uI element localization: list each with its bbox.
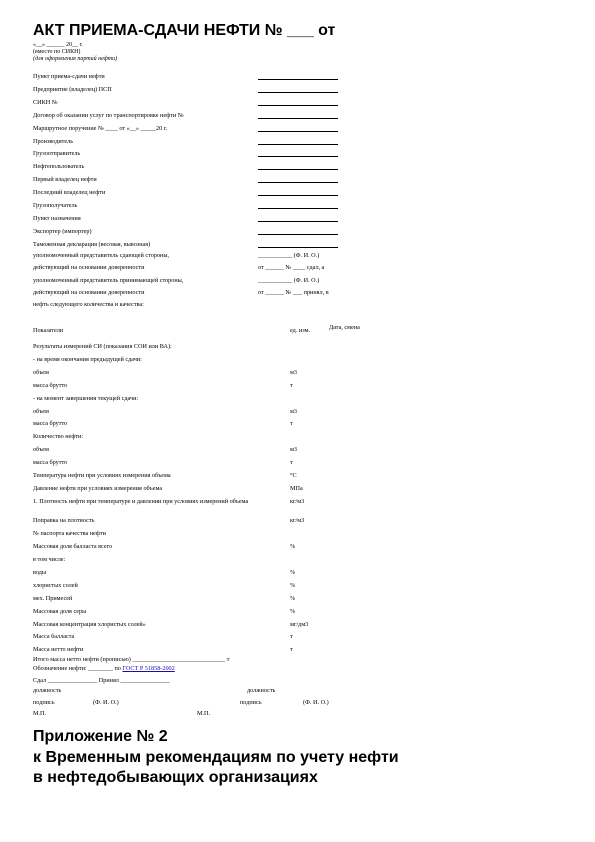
header-unit: ед. изм. xyxy=(290,327,311,334)
indicator-unit: т xyxy=(290,646,293,654)
field-fill-line[interactable] xyxy=(258,105,338,106)
field-fill-line[interactable] xyxy=(258,247,338,248)
fio-left: (Ф. И. О.) xyxy=(93,699,119,706)
indicator-label: Массовая доля серы xyxy=(33,607,87,615)
field-label: Экспортер (импортер) xyxy=(33,227,92,235)
field-fill-line[interactable] xyxy=(258,169,338,170)
rep-line-3-right: ___________ (Ф. И. О.) xyxy=(258,277,320,284)
signature-left: подпись xyxy=(33,699,55,706)
indicator-label: - на момент завершения текущей сдачи: xyxy=(33,394,139,402)
indicator-label: Результаты измерений СИ (показания СОИ или ВА): xyxy=(33,343,172,350)
field-label: Грузополучатель xyxy=(33,202,78,209)
indicator-unit: м3 xyxy=(290,407,298,415)
appendix-subtitle-2: в нефтедобывающих организациях xyxy=(33,769,318,786)
indicator-label: объем xyxy=(33,446,49,454)
position-left: должность xyxy=(33,687,62,694)
indicator-label: Количество нефти: xyxy=(33,433,84,441)
field-row xyxy=(33,213,363,225)
rep-line-2-right: от ______ № ____ сдал, а xyxy=(258,264,325,271)
field-label: Договор об оказании услуг по транспортировке нефти № xyxy=(33,111,184,119)
indicator-label: 1. Плотность нефти при температуре и давлении при условиях измерений объема xyxy=(33,497,249,505)
indicator-label: масса брутто xyxy=(33,459,68,467)
field-label: Маршрутное поручение № ____ от «__» _____20 г. xyxy=(33,124,168,132)
indicator-unit: т xyxy=(290,459,293,467)
indicator-label: Масса балласта xyxy=(33,633,75,641)
oil-designation-prefix: Обозначение нефти: ________ по xyxy=(33,665,121,672)
field-row xyxy=(33,161,363,173)
field-row xyxy=(33,174,363,186)
field-fill-line[interactable] xyxy=(258,118,338,119)
handover-signatures: Сдал ________________ Принял ________________ xyxy=(33,677,170,684)
act-note-sikn: (вместо по СИКН) xyxy=(33,49,81,55)
indicator-label: объем xyxy=(33,368,49,376)
appendix-subtitle-1: к Временным рекомендациям по учету нефти xyxy=(33,749,399,766)
indicator-unit: кг/м3 xyxy=(290,497,305,505)
indicator-unit: кг/м3 xyxy=(290,517,305,525)
field-label: Последний владелец нефти xyxy=(33,189,106,197)
rep-line-1: уполномоченный представитель сдающей стороны, xyxy=(33,252,170,259)
total-net-mass: Итого масса нетто нефти (прописью) ______________________________ т xyxy=(33,656,230,663)
indicator-unit: т xyxy=(290,420,293,428)
field-label: Нефтепользователь xyxy=(33,163,85,171)
field-fill-line[interactable] xyxy=(258,92,338,93)
indicator-label: Температура нефти при условиях измерения объема xyxy=(33,472,171,479)
field-row xyxy=(33,110,363,122)
header-indicators: Показатели xyxy=(33,327,64,334)
indicator-label: в том числе: xyxy=(33,556,66,563)
indicator-label: Давление нефти при условиях измерения объема xyxy=(33,484,163,492)
act-title: АКТ ПРИЕМА-СДАЧИ НЕФТИ № ___ от xyxy=(33,22,336,39)
indicator-label: Масса нетто нефти xyxy=(33,646,84,654)
rep-line-4: действующий на основании доверенности xyxy=(33,289,145,296)
indicator-unit: % xyxy=(290,568,296,576)
indicator-unit: м3 xyxy=(290,446,298,454)
appendix-title: Приложение № 2 xyxy=(33,728,168,745)
field-label: Производитель xyxy=(33,137,74,145)
field-row xyxy=(33,123,363,135)
field-fill-line[interactable] xyxy=(258,79,338,80)
field-row xyxy=(33,200,363,212)
indicator-label: - на время окончания предыдущей сдачи: xyxy=(33,355,142,363)
field-row xyxy=(33,71,363,83)
rep-line-4-right: от ______ № ___ принял, в xyxy=(258,289,329,296)
field-fill-line[interactable] xyxy=(258,195,338,196)
indicator-unit: м3 xyxy=(290,368,298,376)
rep-line-1-right: ___________ (Ф. И. О.) xyxy=(258,252,320,259)
indicator-label: № паспорта качества нефти xyxy=(33,530,106,538)
indicator-label: Массовая концентрация хлористых солей» xyxy=(33,620,146,628)
gost-link[interactable]: ГОСТ Р 51858-2002 xyxy=(122,665,175,672)
indicator-unit: т xyxy=(290,633,293,641)
indicator-label: объем xyxy=(33,407,49,415)
field-label: Грузоотправитель xyxy=(33,150,81,158)
field-fill-line[interactable] xyxy=(258,208,338,209)
field-label: Пункт назначения xyxy=(33,214,81,222)
oil-designation xyxy=(33,665,175,673)
field-fill-line[interactable] xyxy=(258,234,338,235)
field-label: Таможенная декларация (весовая, вывозная) xyxy=(33,240,151,248)
act-note-batch: (для оформления партий нефти) xyxy=(33,56,118,62)
fio-right: (Ф. И. О.) xyxy=(303,699,329,706)
indicator-label: воды xyxy=(33,568,47,576)
indicator-unit: °С xyxy=(290,472,297,479)
field-row xyxy=(33,187,363,199)
indicator-label: Поправка на плотность xyxy=(33,517,95,525)
field-label: Предприятие (владелец) ПСП xyxy=(33,85,112,93)
field-label: СИКН № xyxy=(33,98,58,106)
rep-line-3: уполномоченный представитель принимающей стороны, xyxy=(33,277,184,284)
field-fill-line[interactable] xyxy=(258,144,338,145)
indicator-unit: % xyxy=(290,581,296,589)
rep-line-2: действующий на основании доверенности xyxy=(33,264,145,271)
indicator-label: масса брутто xyxy=(33,420,68,428)
rep-line-5: нефть следующего количества и качества: xyxy=(33,301,144,308)
indicator-label: мех. Примесей xyxy=(33,594,73,602)
field-row xyxy=(33,97,363,109)
indicator-label: масса брутто xyxy=(33,381,68,389)
field-fill-line[interactable] xyxy=(258,131,338,132)
indicator-label: хлористых солей xyxy=(33,581,78,589)
field-label: Пункт приема-сдачи нефти xyxy=(33,73,105,80)
indicator-unit: МПа xyxy=(290,484,303,492)
field-row xyxy=(33,136,363,148)
header-date-shift: Дата, смена xyxy=(329,324,360,331)
indicator-unit: % xyxy=(290,607,296,615)
act-date-line: «__» ______ 20__ г. xyxy=(33,42,83,48)
field-row xyxy=(33,84,363,96)
indicator-unit: % xyxy=(290,543,296,551)
indicator-unit: т xyxy=(290,381,293,389)
field-label: Первый владелец нефти xyxy=(33,176,97,184)
indicator-unit: % xyxy=(290,594,296,602)
field-fill-line[interactable] xyxy=(258,221,338,222)
field-fill-line[interactable] xyxy=(258,156,338,157)
position-right: должность xyxy=(247,687,276,694)
field-row xyxy=(33,226,363,238)
signature-right: подпись xyxy=(240,699,262,706)
indicator-unit: мг/дм3 xyxy=(290,620,309,628)
stamp-left: М.П. xyxy=(33,710,47,717)
field-row xyxy=(33,148,363,160)
indicator-label: Массовая доля балласта всего xyxy=(33,543,113,551)
field-fill-line[interactable] xyxy=(258,182,338,183)
field-row xyxy=(33,239,363,251)
stamp-right: М.П. xyxy=(197,710,211,717)
